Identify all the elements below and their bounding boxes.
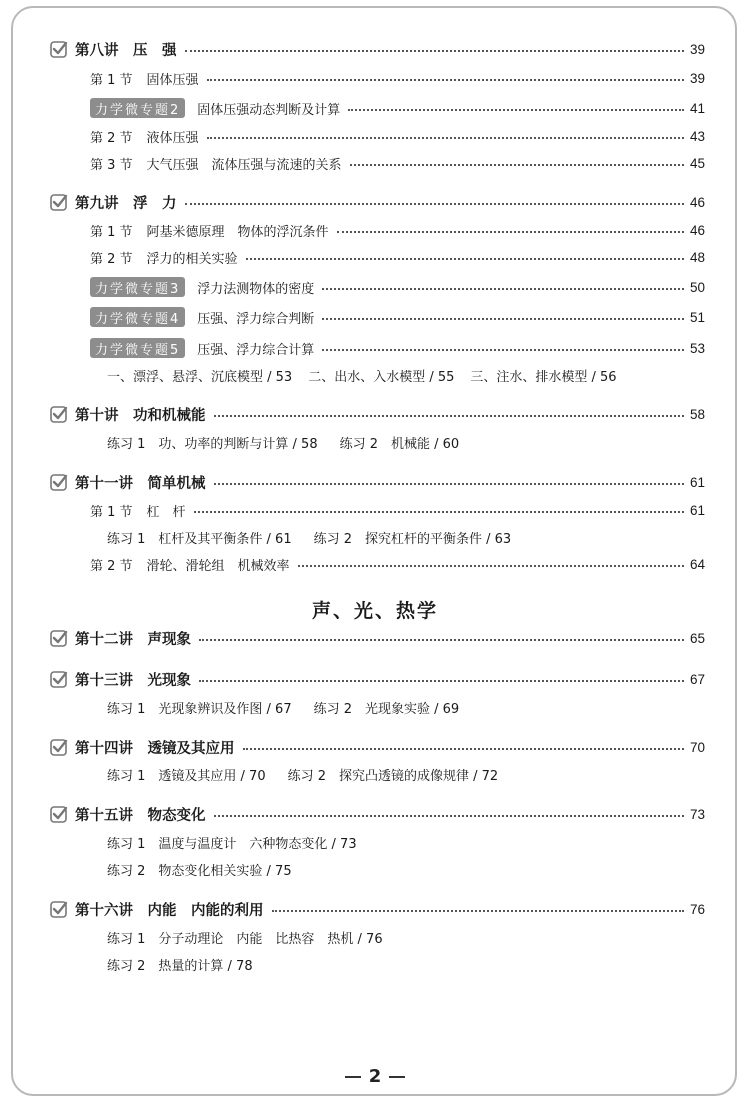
model-item[interactable]: 一、漂浮、悬浮、沉底模型 / 53 — [107, 369, 293, 385]
section-page: 64 — [689, 556, 705, 572]
practice-item[interactable]: 练习 1 温度与温度计 六种物态变化 / 73 — [107, 836, 357, 852]
leader-dots — [272, 910, 684, 912]
toc-topic[interactable] — [90, 337, 705, 359]
section-page: 46 — [689, 222, 705, 238]
section-page: 39 — [689, 70, 705, 86]
toc-chapter-15[interactable] — [50, 803, 705, 825]
toc-chapter-10[interactable] — [50, 403, 705, 425]
model-item[interactable]: 二、出水、入水模型 / 55 — [308, 369, 455, 385]
checkbox-icon — [50, 405, 68, 423]
chapter-page: 73 — [689, 806, 705, 822]
checkbox-icon — [50, 738, 68, 756]
section-number: 第 2 节 — [90, 251, 133, 267]
checkbox-icon — [50, 900, 68, 918]
chapter-page: 76 — [689, 901, 705, 917]
leader-dots — [348, 109, 684, 111]
part-title: 声、光、热学 — [311, 600, 438, 622]
checkbox-icon — [50, 40, 68, 58]
topic-title: 浮力法测物体的密度 — [197, 281, 315, 297]
toc-chapter-11[interactable] — [50, 471, 705, 493]
leader-dots — [350, 164, 684, 166]
toc-topic[interactable] — [90, 97, 705, 119]
checkbox-icon — [50, 629, 68, 647]
section-title: 阿基米德原理 物体的浮沉条件 — [146, 224, 329, 240]
leader-dots — [194, 511, 684, 513]
chapter-page: 46 — [689, 194, 705, 210]
section-number: 第 1 节 — [90, 224, 133, 240]
leader-dots — [185, 203, 684, 205]
chapter-page: 70 — [689, 739, 705, 755]
checkbox-icon — [50, 193, 68, 211]
section-page: 45 — [689, 155, 705, 171]
practice-list — [107, 696, 459, 718]
toc-section[interactable] — [90, 246, 705, 268]
section-title: 浮力的相关实验 — [146, 251, 238, 267]
chapter-page: 67 — [689, 671, 705, 687]
chapter-page: 39 — [689, 41, 705, 57]
leader-dots — [214, 415, 684, 417]
section-number: 第 1 节 — [90, 72, 133, 88]
topic-title: 压强、浮力综合判断 — [197, 311, 315, 327]
model-item[interactable]: 三、注水、排水模型 / 56 — [470, 369, 617, 385]
toc-chapter-13[interactable] — [50, 668, 705, 690]
section-title: 大气压强 流体压强与流速的关系 — [146, 157, 342, 173]
section-number: 第 1 节 — [90, 504, 133, 520]
leader-dots — [322, 349, 684, 351]
chapter-title: 第十六讲 内能 内能的利用 — [75, 902, 264, 919]
practice-item[interactable]: 练习 1 杠杆及其平衡条件 / 61 — [107, 531, 292, 547]
section-page: 43 — [689, 128, 705, 144]
practice-list — [107, 763, 498, 785]
practice-item[interactable]: 练习 2 热量的计算 / 78 — [107, 958, 253, 974]
practice-item[interactable]: 练习 1 分子动理论 内能 比热容 热机 / 76 — [107, 931, 383, 947]
toc-chapter-16[interactable] — [50, 898, 705, 920]
topic-badge: 力学微专题3 — [90, 277, 185, 297]
section-title: 杠 杆 — [146, 504, 186, 520]
topic-title: 固体压强动态判断及计算 — [197, 102, 341, 118]
toc-section[interactable] — [90, 152, 705, 174]
toc-topic[interactable] — [90, 306, 705, 328]
topic-page: 41 — [689, 100, 705, 116]
chapter-title: 第九讲 浮 力 — [75, 195, 177, 212]
toc-chapter-12[interactable] — [50, 627, 705, 649]
section-number: 第 2 节 — [90, 558, 133, 574]
page-footer — [0, 1066, 750, 1087]
toc-chapter-8[interactable] — [50, 38, 705, 60]
checkbox-icon — [50, 473, 68, 491]
practice-list — [107, 526, 511, 548]
topic-page: 53 — [689, 340, 705, 356]
section-number: 第 2 节 — [90, 130, 133, 146]
practice-item[interactable]: 练习 2 探究凸透镜的成像规律 / 72 — [287, 768, 499, 784]
topic-badge: 力学微专题4 — [90, 307, 185, 327]
toc-section[interactable] — [90, 125, 705, 147]
leader-dots — [214, 815, 684, 817]
topic-page: 50 — [689, 279, 705, 295]
leader-dots — [337, 231, 684, 233]
chapter-title: 第十二讲 声现象 — [75, 631, 191, 648]
topic-badge: 力学微专题5 — [90, 338, 185, 358]
toc-chapter-9[interactable] — [50, 191, 705, 213]
toc-chapter-14[interactable] — [50, 736, 705, 758]
checkbox-icon — [50, 670, 68, 688]
chapter-title: 第十四讲 透镜及其应用 — [75, 740, 235, 757]
leader-dots — [207, 137, 684, 139]
practice-item[interactable]: 练习 1 功、功率的判断与计算 / 58 — [107, 436, 318, 452]
section-page: 48 — [689, 249, 705, 265]
chapter-title: 第十五讲 物态变化 — [75, 807, 206, 824]
practice-list — [107, 431, 459, 453]
leader-dots — [322, 318, 684, 320]
chapter-title: 第八讲 压 强 — [75, 42, 177, 59]
toc-section[interactable] — [90, 499, 705, 521]
section-number: 第 3 节 — [90, 157, 133, 173]
practice-item[interactable]: 练习 1 光现象辨识及作图 / 67 — [107, 701, 292, 717]
chapter-title: 第十一讲 简单机械 — [75, 475, 206, 492]
topic-page: 51 — [689, 309, 705, 325]
leader-dots — [185, 50, 684, 52]
chapter-page: 65 — [689, 630, 705, 646]
chapter-page: 58 — [689, 406, 705, 422]
practice-item[interactable]: 练习 2 机械能 / 60 — [339, 436, 460, 452]
practice-item[interactable]: 练习 2 物态变化相关实验 / 75 — [107, 863, 292, 879]
section-title: 滑轮、滑轮组 机械效率 — [146, 558, 290, 574]
leader-dots — [199, 639, 684, 641]
practice-item[interactable]: 练习 2 光现象实验 / 69 — [313, 701, 460, 717]
leader-dots — [246, 258, 684, 260]
chapter-title: 第十讲 功和机械能 — [75, 407, 206, 424]
practice-item[interactable]: 练习 2 探究杠杆的平衡条件 / 63 — [313, 531, 512, 547]
section-title: 液体压强 — [146, 130, 199, 146]
practice-item[interactable]: 练习 1 透镜及其应用 / 70 — [107, 768, 266, 784]
chapter-page: 61 — [689, 474, 705, 490]
leader-dots — [207, 79, 684, 81]
toc-section[interactable] — [90, 553, 705, 575]
leader-dots — [199, 680, 684, 682]
section-page: 61 — [689, 502, 705, 518]
toc-section[interactable] — [90, 219, 705, 241]
toc-section[interactable] — [90, 67, 705, 89]
section-title: 固体压强 — [146, 72, 199, 88]
topic-badge: 力学微专题2 — [90, 98, 185, 118]
leader-dots — [243, 748, 684, 750]
chapter-title: 第十三讲 光现象 — [75, 672, 191, 689]
checkbox-icon — [50, 805, 68, 823]
page-number: 2 — [368, 1066, 382, 1087]
model-list — [107, 364, 617, 386]
topic-title: 压强、浮力综合计算 — [197, 342, 315, 358]
leader-dots — [214, 483, 684, 485]
toc-topic[interactable] — [90, 276, 705, 298]
leader-dots — [322, 288, 684, 290]
leader-dots — [298, 565, 684, 567]
